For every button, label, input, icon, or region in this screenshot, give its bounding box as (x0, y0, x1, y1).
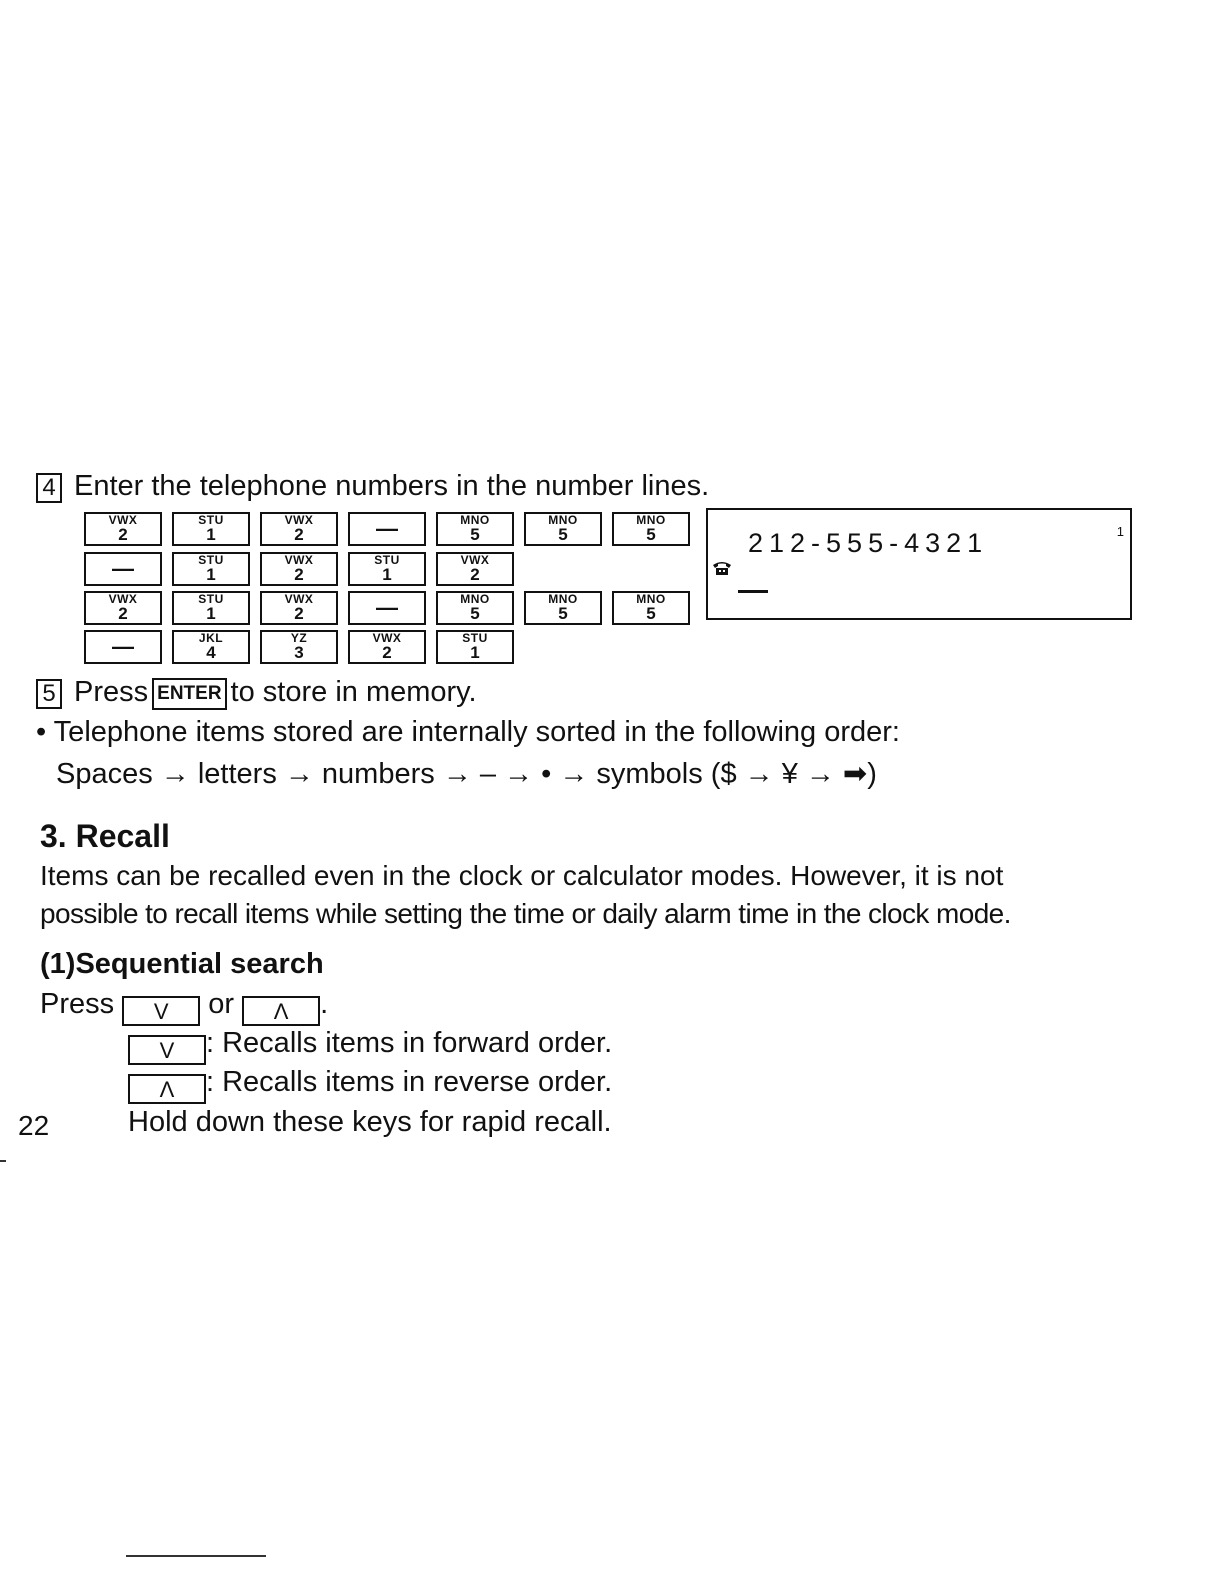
page-number: 22 (18, 1110, 50, 1141)
down-key: V (122, 996, 200, 1026)
up-key: Λ (128, 1074, 206, 1104)
sequence-key (84, 512, 162, 546)
key-digit: 1 (206, 604, 216, 623)
key-letters: JKL (198, 631, 224, 645)
key-digit: 1 (382, 565, 392, 584)
step-5-number: 5 (36, 679, 62, 709)
key-letters: VWX (108, 592, 138, 606)
key-letters: STU (462, 631, 488, 645)
sequence-key (348, 512, 426, 546)
sequence-key (612, 591, 690, 625)
sequence-key (524, 591, 602, 625)
key-letters: STU (198, 513, 224, 527)
sequence-key (260, 552, 338, 586)
key-digit: 2 (382, 643, 392, 662)
sort-order-sequence: Spaces → letters → numbers → – → • → symbols ($ → ¥ → ➡) (56, 758, 877, 790)
sequence-key (260, 591, 338, 625)
sequence-key (524, 512, 602, 546)
key-digit: 5 (646, 525, 656, 544)
sequence-key (172, 552, 250, 586)
up-key-description-line (128, 1066, 612, 1104)
display-number: 212-555-4321 (748, 528, 989, 558)
key-digit: 5 (470, 604, 480, 623)
key-digit: 2 (118, 604, 128, 623)
key-dash: — (376, 595, 398, 620)
key-dash: — (376, 516, 398, 541)
hold-note: Hold down these keys for rapid recall. (128, 1106, 612, 1138)
key-digit: 2 (294, 565, 304, 584)
key-letters: MNO (548, 513, 578, 527)
recall-paragraph-line-1: Items can be recalled even in the clock or calculator modes. However, it is not (40, 860, 1004, 891)
sequence-key (436, 552, 514, 586)
key-letters: MNO (460, 513, 490, 527)
key-digit: 3 (294, 643, 304, 662)
key-letters: STU (198, 592, 224, 606)
key-letters: VWX (372, 631, 402, 645)
key-digit: 1 (206, 565, 216, 584)
step-4-line (36, 470, 709, 503)
key-digit: 5 (558, 525, 568, 544)
sequence-key (260, 630, 338, 664)
sequence-key (348, 630, 426, 664)
press-label: Press (40, 988, 115, 1020)
key-digit: 4 (206, 643, 216, 662)
step-4-text: Enter the telephone numbers in the number lines. (74, 470, 710, 502)
key-letters: YZ (290, 631, 308, 645)
step-5-line (36, 676, 477, 710)
sequence-key (84, 552, 162, 586)
section-heading: 3. Recall (40, 818, 170, 854)
key-digit: 5 (558, 604, 568, 623)
subheading-sequential-search: (1)Sequential search (40, 948, 324, 980)
key-digit: 2 (294, 604, 304, 623)
up-key-description: : Recalls items in reverse order. (206, 1066, 613, 1098)
key-dash: — (112, 634, 134, 659)
step-4-number: 4 (36, 473, 62, 503)
key-letters: STU (374, 553, 400, 567)
footer-rule (126, 1555, 266, 1557)
key-digit: 2 (294, 525, 304, 544)
sequence-key (172, 512, 250, 546)
key-digit: 1 (470, 643, 480, 662)
sequence-key (348, 552, 426, 586)
down-key: V (128, 1035, 206, 1065)
sequence-key (84, 630, 162, 664)
sequence-key (612, 512, 690, 546)
key-letters: MNO (548, 592, 578, 606)
down-key-description: : Recalls items in forward order. (206, 1027, 613, 1059)
key-digit: 2 (470, 565, 480, 584)
key-letters: MNO (636, 592, 666, 606)
key-digit: 1 (206, 525, 216, 544)
up-key: Λ (242, 996, 320, 1026)
key-dash: — (112, 556, 134, 581)
press-keys-line (40, 988, 328, 1026)
key-letters: VWX (108, 513, 138, 527)
sequence-key (172, 630, 250, 664)
key-digit: 2 (118, 525, 128, 544)
or-label: or (208, 988, 235, 1020)
sequence-key (260, 512, 338, 546)
recall-paragraph-line-2: possible to recall items while setting the time or daily alarm time in the clock mode. (40, 898, 1011, 929)
telephone-icon (712, 560, 732, 581)
display-superscript: 1 (1116, 524, 1124, 539)
key-letters: MNO (636, 513, 666, 527)
step-5-suffix: to store in memory. (230, 676, 477, 708)
sequence-key (348, 591, 426, 625)
sequence-key (172, 591, 250, 625)
key-digit: 5 (646, 604, 656, 623)
edge-mark (0, 1160, 6, 1162)
key-letters: VWX (284, 513, 314, 527)
sort-order-note: • Telephone items stored are internally sorted in the following order: (36, 716, 900, 748)
sequence-key (84, 591, 162, 625)
key-letters: STU (198, 553, 224, 567)
key-letters: VWX (460, 553, 490, 567)
enter-key: ENTER (152, 678, 226, 710)
sequence-key (436, 512, 514, 546)
lcd-display (706, 508, 1132, 620)
key-letters: VWX (284, 592, 314, 606)
down-key-description-line (128, 1027, 612, 1065)
period: . (320, 988, 329, 1020)
sequence-key (436, 630, 514, 664)
sequence-key (436, 591, 514, 625)
key-digit: 5 (470, 525, 480, 544)
key-letters: MNO (460, 592, 490, 606)
key-letters: VWX (284, 553, 314, 567)
step-5-prefix: Press (74, 676, 149, 708)
display-cursor (738, 590, 768, 593)
